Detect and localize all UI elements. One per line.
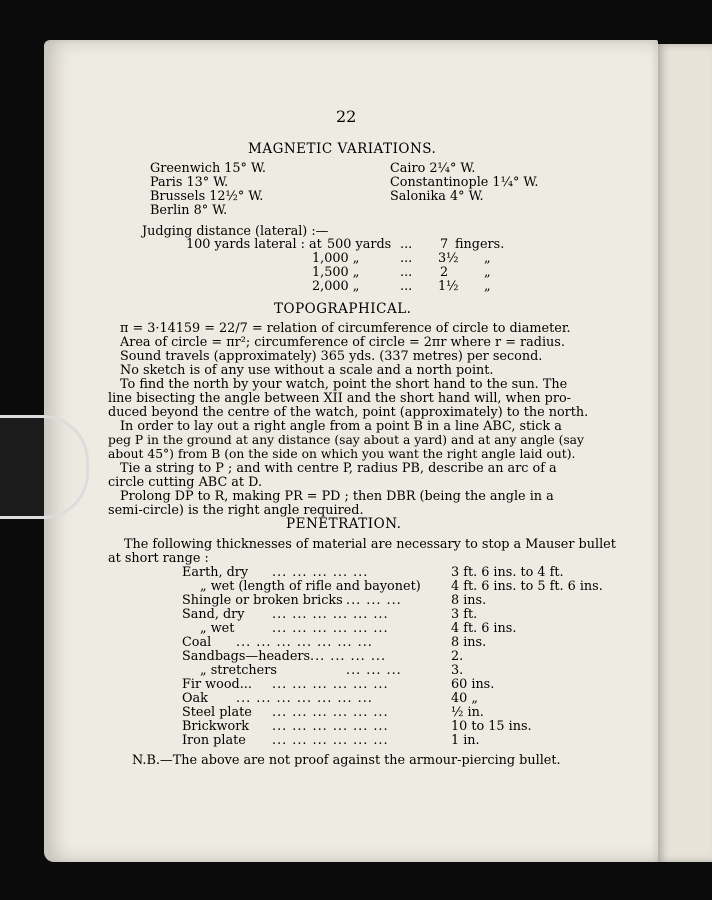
material-value: 40 „ — [451, 691, 478, 706]
judging-unit: fingers. — [455, 237, 505, 252]
topographical-line: Area of circle = πr²; circumference of circle = 2πr where r = radius. — [120, 335, 565, 350]
leader-dots: ... ... ... ... ... — [272, 565, 369, 580]
leader-dots: ... ... ... ... ... ... — [272, 621, 389, 636]
leader-dots: ... ... ... ... ... ... ... — [236, 635, 373, 650]
material-value: 3. — [451, 663, 464, 678]
leader-dots: ... ... ... ... ... ... — [272, 677, 389, 692]
topographical-heading: TOPOGRAPHICAL. — [274, 301, 412, 317]
material-value: 2. — [451, 649, 464, 664]
judging-unit: „ — [484, 265, 491, 280]
material-name: Steel plate — [182, 705, 252, 720]
material-name: Iron plate — [182, 733, 246, 748]
magnetic-entry: Berlin 8° W. — [150, 203, 228, 218]
material-value: 4 ft. 6 ins. — [451, 621, 517, 636]
judging-unit: „ — [484, 251, 491, 266]
magnetic-entry: Paris 13° W. — [150, 175, 229, 190]
leader-dots: ... ... ... ... ... ... — [272, 719, 389, 734]
magnetic-entry: Constantinople 1¼° W. — [390, 175, 539, 190]
judging-distance: 1,000 „ — [312, 251, 360, 266]
leader-dots: ... ... ... ... — [310, 649, 387, 664]
topographical-line: duced beyond the centre of the watch, point (approximately) to the north. — [108, 405, 589, 420]
judging-distance: 2,000 „ — [312, 279, 360, 294]
topographical-line: No sketch is of any use without a scale and a north point. — [120, 363, 494, 378]
magnetic-entry: Brussels 12½° W. — [150, 189, 264, 204]
judging-fingers: 1½ — [438, 279, 459, 294]
judging-fingers: 2 — [440, 265, 449, 280]
topographical-line: about 45°) from B (on the side on which you want the right angle laid out). — [108, 447, 576, 461]
topographical-line: To find the north by your watch, point the short hand to the sun. The — [120, 377, 568, 392]
topographical-line: π = 3·14159 = 22/7 = relation of circumference of circle to diameter. — [120, 321, 571, 336]
judging-separator: ... — [400, 237, 413, 252]
topographical-line: semi-circle) is the right angle required. — [108, 503, 364, 518]
material-value: 3 ft. — [451, 607, 478, 622]
next-page-edge — [656, 44, 712, 862]
material-name: Shingle or broken bricks — [182, 593, 343, 608]
leader-dots: ... ... ... — [346, 663, 402, 678]
material-value: 60 ins. — [451, 677, 495, 692]
magnetic-entry: Salonika 4° W. — [390, 189, 484, 204]
penetration-intro: at short range : — [108, 551, 209, 566]
material-name: „ wet — [200, 621, 235, 636]
material-value: 8 ins. — [451, 593, 487, 608]
topographical-line: Prolong DP to R, making PR = PD ; then DBR (being the angle in a — [120, 489, 554, 504]
material-value: ½ in. — [451, 705, 484, 720]
material-name: Sand, dry — [182, 607, 245, 622]
leader-dots: ... ... ... ... ... ... ... — [236, 691, 373, 706]
material-value: 1 in. — [451, 733, 480, 748]
material-value: 3 ft. 6 ins. to 4 ft. — [451, 565, 564, 580]
judging-unit: „ — [484, 279, 491, 294]
material-value: 10 to 15 ins. — [451, 719, 532, 734]
leader-dots: ... ... ... ... ... ... — [272, 607, 389, 622]
material-name: Fir wood... — [182, 677, 252, 692]
material-name: Oak — [182, 691, 208, 706]
judging-fingers: 7 — [440, 237, 449, 252]
judging-separator: ... — [400, 279, 413, 294]
material-name: „ wet (length of rifle and bayonet) — [200, 579, 421, 594]
leader-dots: ... ... ... ... ... ... — [272, 733, 389, 748]
magnetic-entry: Greenwich 15° W. — [150, 161, 266, 176]
material-name: Earth, dry — [182, 565, 249, 580]
judging-distance: 1,500 „ — [312, 265, 360, 280]
topographical-line: In order to lay out a right angle from a point B in a line ABC, stick a — [120, 419, 562, 434]
judging-separator: ... — [400, 251, 413, 266]
judging-distance-lead: 100 yards lateral : at — [186, 237, 322, 252]
judging-separator: ... — [400, 265, 413, 280]
penetration-heading: PENETRATION. — [286, 516, 402, 532]
leader-dots: ... ... ... ... ... ... — [272, 705, 389, 720]
topographical-line: circle cutting ABC at D. — [108, 475, 263, 490]
page-clip — [0, 415, 89, 519]
penetration-note: N.B.—The above are not proof against the armour-piercing bullet. — [132, 753, 561, 768]
topographical-line: line bisecting the angle between XII and the short hand will, when pro- — [108, 391, 571, 406]
material-name: „ stretchers — [200, 663, 277, 678]
topographical-line: Sound travels (approximately) 365 yds. (337 metres) per second. — [120, 349, 543, 364]
judging-fingers: 3½ — [438, 251, 459, 266]
magnetic-variations-heading: MAGNETIC VARIATIONS. — [248, 141, 437, 157]
material-value: 4 ft. 6 ins. to 5 ft. 6 ins. — [451, 579, 603, 594]
leader-dots: ... ... ... — [346, 593, 402, 608]
topographical-line: peg P in the ground at any distance (say about a yard) and at any angle (say — [108, 433, 584, 447]
material-value: 8 ins. — [451, 635, 487, 650]
material-name: Brickwork — [182, 719, 250, 734]
magnetic-entry: Cairo 2¼° W. — [390, 161, 476, 176]
topographical-line: Tie a string to P ; and with centre P, radius PB, describe an arc of a — [120, 461, 557, 476]
page-number: 22 — [336, 107, 357, 126]
penetration-intro: The following thicknesses of material are necessary to stop a Mauser bullet — [124, 537, 616, 552]
material-name: Coal — [182, 635, 212, 650]
judging-distance-intro: Judging distance (lateral) :— — [142, 224, 329, 239]
material-name: Sandbags—headers — [182, 649, 311, 664]
judging-distance: 500 yards — [327, 237, 392, 252]
